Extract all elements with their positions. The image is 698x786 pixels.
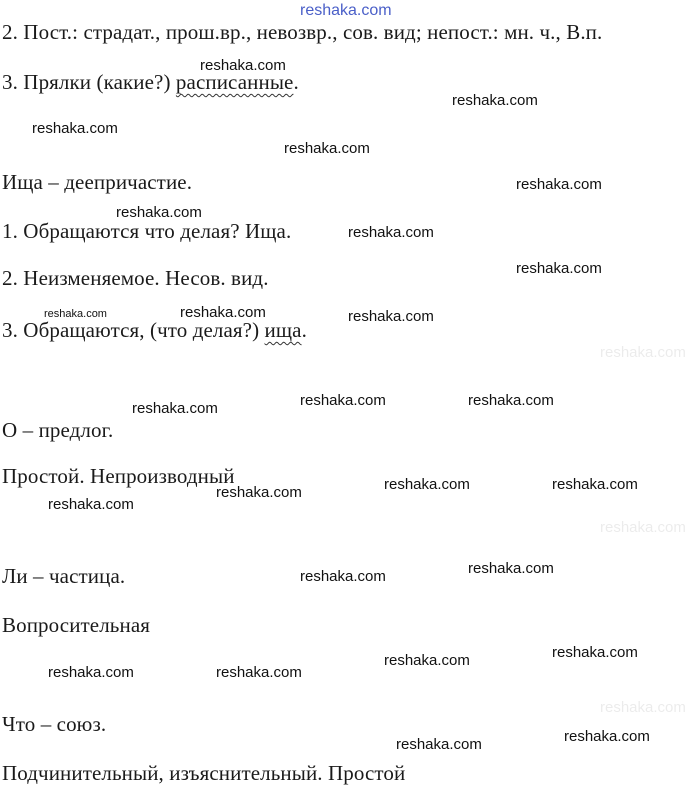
watermark: reshaka.com bbox=[600, 519, 686, 536]
watermark: reshaka.com bbox=[216, 664, 302, 681]
text-line-5 bbox=[2, 266, 269, 290]
watermark: reshaka.com bbox=[396, 736, 482, 753]
watermark: reshaka.com bbox=[348, 308, 434, 325]
line-8-text: Простой. Непроизводный bbox=[2, 464, 235, 488]
watermark: reshaka.com bbox=[200, 57, 286, 74]
line-4-text: 1. Обращаются что делая? Ища. bbox=[2, 219, 292, 243]
watermark: reshaka.com bbox=[564, 728, 650, 745]
watermark: reshaka.com bbox=[300, 568, 386, 585]
text-line-1 bbox=[2, 20, 602, 44]
watermark: reshaka.com bbox=[348, 224, 434, 241]
watermark: reshaka.com bbox=[180, 304, 266, 321]
watermark: reshaka.com bbox=[48, 664, 134, 681]
text-line-3 bbox=[2, 170, 192, 194]
watermark: reshaka.com bbox=[552, 476, 638, 493]
line-1-text: 2. Пост.: страдат., прош.вр., невозвр., сов. вид; непост.: мн. ч., В.п. bbox=[2, 20, 603, 44]
watermark: reshaka.com bbox=[552, 644, 638, 661]
text-line-8 bbox=[2, 464, 235, 488]
watermark: reshaka.com bbox=[452, 92, 538, 109]
text-line-4 bbox=[2, 219, 291, 243]
watermark: reshaka.com bbox=[600, 344, 686, 361]
watermark: reshaka.com bbox=[116, 204, 202, 221]
line-7-text: О – предлог. bbox=[2, 418, 114, 442]
watermark: reshaka.com bbox=[44, 308, 107, 320]
text-line-7 bbox=[2, 418, 113, 442]
line-2-end: . bbox=[293, 70, 299, 94]
watermark: reshaka.com bbox=[468, 392, 554, 409]
line-10-text: Вопросительная bbox=[2, 613, 150, 637]
line-2-text: 3. Прялки (какие?) bbox=[2, 70, 176, 94]
line-6-underlined: ища bbox=[264, 318, 302, 342]
watermark: reshaka.com bbox=[284, 140, 370, 157]
watermark: reshaka.com bbox=[468, 560, 554, 577]
line-6-text: 3. Обращаются, (что делая?) bbox=[2, 318, 265, 342]
watermark: reshaka.com bbox=[300, 392, 386, 409]
watermark-top: reshaka.com bbox=[300, 2, 392, 19]
text-line-11 bbox=[2, 712, 106, 736]
line-5-text: 2. Неизменяемое. Несов. вид. bbox=[2, 266, 269, 290]
line-9-text: Ли – частица. bbox=[2, 564, 126, 588]
watermark: reshaka.com bbox=[216, 484, 302, 501]
line-2-underlined: расписанные bbox=[175, 70, 294, 94]
line-12-text: Подчинительный, изъяснительный. Простой bbox=[2, 761, 406, 785]
watermark: reshaka.com bbox=[516, 176, 602, 193]
text-line-12 bbox=[2, 761, 405, 785]
line-3-text: Ища – деепричастие. bbox=[2, 170, 193, 194]
watermark: reshaka.com bbox=[516, 260, 602, 277]
watermark: reshaka.com bbox=[384, 476, 470, 493]
text-line-10 bbox=[2, 613, 150, 637]
watermark: reshaka.com bbox=[384, 652, 470, 669]
watermark: reshaka.com bbox=[48, 496, 134, 513]
text-line-9 bbox=[2, 564, 125, 588]
watermark: reshaka.com bbox=[32, 120, 118, 137]
line-11-text: Что – союз. bbox=[2, 712, 107, 736]
watermark: reshaka.com bbox=[132, 400, 218, 417]
line-6-end: . bbox=[301, 318, 307, 342]
watermark: reshaka.com bbox=[600, 699, 686, 716]
